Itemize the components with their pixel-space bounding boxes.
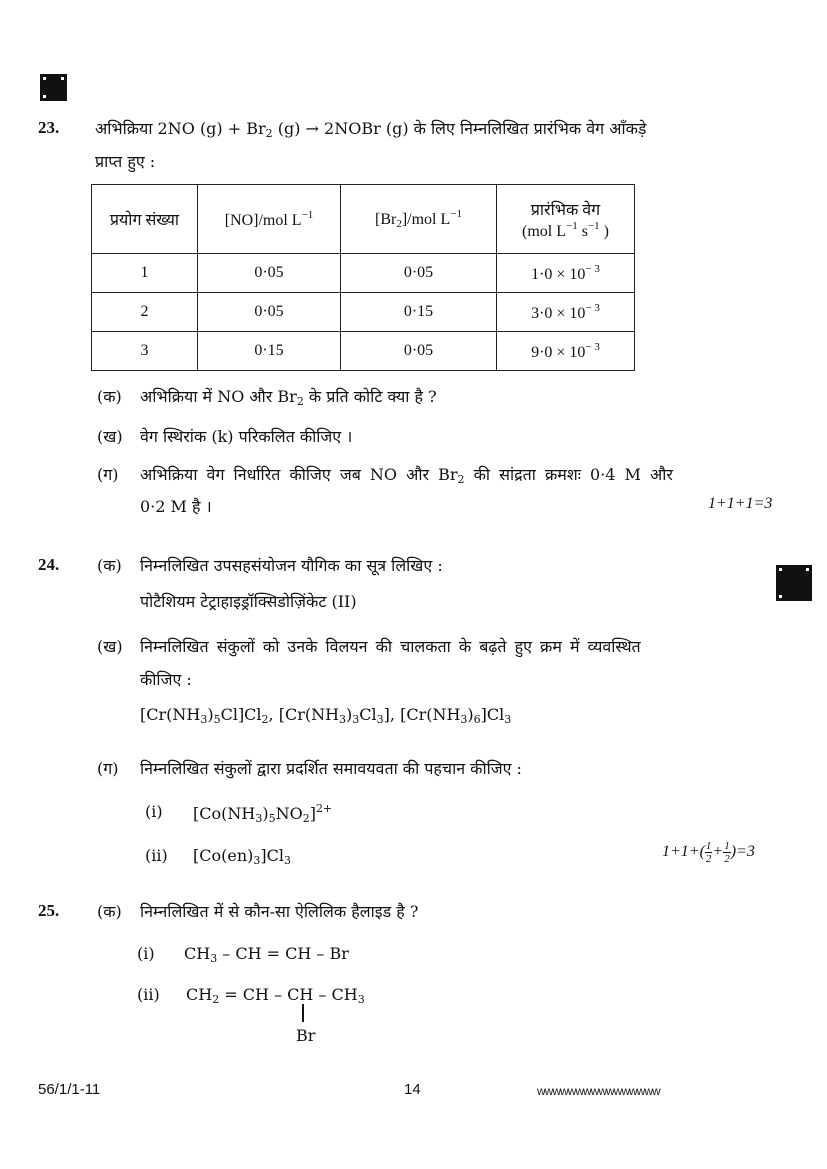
superscript: −1 — [450, 208, 462, 220]
header-initial-rate — [497, 185, 635, 254]
marks-allocation: 1+1+1=3 — [708, 495, 773, 512]
header-text: s — [577, 222, 588, 240]
header-experiment: प्रयोग संख्या — [92, 185, 198, 254]
subscript: 3 — [255, 812, 263, 825]
formula-text: CH — [184, 944, 211, 963]
part-label: (ग) — [97, 465, 119, 484]
superscript: −1 — [566, 219, 578, 232]
table-cell: 0·05 — [198, 293, 341, 332]
option-label: (ii) — [145, 846, 168, 865]
table-cell: 0·05 — [341, 254, 497, 293]
page-number: 14 — [404, 1081, 421, 1098]
part-text: निम्नलिखित संकुलों द्वारा प्रदर्शित समावयवता की पहचान कीजिए : — [140, 759, 522, 778]
formula-text: ) — [346, 705, 353, 724]
subscript: 3 — [357, 993, 365, 1006]
part-label: (क) — [97, 902, 122, 921]
subscript: 2 — [302, 812, 310, 825]
superscript: −1 — [587, 219, 600, 232]
marks-text: + — [712, 843, 724, 861]
qr-code-icon — [776, 565, 812, 601]
header-text: ) — [599, 222, 609, 240]
question-number: 24. — [38, 555, 60, 574]
formula-text: [Co(NH — [193, 804, 256, 823]
option-label: (i) — [145, 802, 163, 821]
formula-text: ) — [207, 705, 214, 724]
table-cell: 0·15 — [341, 293, 497, 332]
subscript: 2 — [261, 713, 269, 726]
table-row — [92, 293, 635, 332]
table-header-row — [92, 185, 635, 254]
superscript: 2+ — [315, 802, 333, 815]
table-cell: 2 — [92, 293, 198, 332]
marks-text: 1+1+( — [662, 843, 705, 861]
subscript: 3 — [210, 952, 218, 965]
formula-text: ]Cl — [260, 846, 284, 865]
paper-code: 56/1/1-11 — [38, 1081, 101, 1098]
subscript: 3 — [253, 854, 261, 867]
question-number: 23. — [38, 118, 60, 137]
option-label: (i) — [137, 944, 155, 963]
part-text-span: की सांद्रता क्रमशः 0·4 M और — [464, 465, 673, 484]
table-cell: 1 — [92, 254, 198, 293]
subscript: 2 — [265, 127, 273, 140]
part-label: (क) — [97, 387, 122, 406]
subscript: 3 — [200, 713, 208, 726]
formula-text: Cl — [359, 705, 377, 724]
formula-text: [Cr(NH — [278, 705, 340, 724]
part-text: निम्नलिखित में से कौन-सा ऐलिलिक हैलाइड है ? — [140, 902, 419, 921]
rate-value: 3·0 × 10 — [531, 304, 586, 322]
part-text: निम्नलिखित संकुलों को उनके विलयन की चालकता के बढ़ते हुए क्रम में व्यवस्थित — [140, 637, 641, 656]
subscript: 5 — [213, 713, 221, 726]
denominator: 2 — [705, 853, 712, 865]
table-row — [92, 254, 635, 293]
header-br2-concentration — [341, 185, 497, 254]
subscript: 2 — [212, 993, 220, 1006]
formula-text: ] — [309, 804, 316, 823]
subscript: 3 — [339, 713, 347, 726]
superscript: − 3 — [585, 301, 600, 314]
formula-text: CH — [186, 985, 213, 1004]
compound-name: पोटैशियम टेट्राहाइड्रॉक्सिडोज़िंकेट (II) — [140, 592, 357, 611]
formula-text: – CH = CH – Br — [217, 944, 349, 963]
subscript: 3 — [376, 713, 384, 726]
wavy-line: wwwwwwwwwwwwwwww — [537, 1084, 660, 1098]
complex-formula — [193, 802, 332, 825]
numerator: 1 — [724, 840, 730, 852]
formula-text: NO — [275, 804, 303, 823]
formula-text: ]Cl — [480, 705, 505, 724]
formula-text: [Cr(NH — [140, 705, 201, 724]
table-cell — [497, 332, 635, 371]
part-text: वेग स्थिरांक (k) परिकलित कीजिए । — [140, 427, 353, 446]
header-text: ]/mol L — [401, 211, 451, 228]
subscript: 2 — [296, 395, 304, 408]
rate-value: 9·0 × 10 — [531, 343, 586, 361]
table-cell — [497, 293, 635, 332]
part-text — [140, 385, 437, 408]
part-text: निम्नलिखित उपसहसंयोजन यौगिक का सूत्र लिखिए : — [140, 556, 443, 575]
part-text-span: के प्रति कोटि क्या है ? — [303, 387, 437, 406]
question-number: 25. — [38, 901, 60, 920]
formula-text: , — [268, 705, 279, 724]
subscript: 6 — [473, 713, 481, 726]
option-label: (ii) — [137, 985, 160, 1004]
header-rate-units — [498, 220, 633, 241]
formula-text: [Co(en) — [193, 846, 254, 865]
part-label: (ख) — [97, 427, 123, 446]
header-text: प्रारंभिक वेग — [530, 201, 601, 219]
part-text: कीजिए : — [140, 670, 192, 689]
table-cell: 0·05 — [341, 332, 497, 371]
formula-text: [Cr(NH — [400, 705, 461, 724]
header-text: [Br — [375, 211, 397, 228]
stem-text: अभिक्रिया 2NO (g) + Br — [95, 119, 266, 138]
formula-text: ) — [467, 705, 474, 724]
rate-value: 1·0 × 10 — [531, 265, 586, 283]
subscript: 3 — [460, 713, 468, 726]
formula-text: ) — [262, 804, 269, 823]
subscript: 2 — [457, 473, 465, 486]
bromine-substituent: Br — [296, 1026, 316, 1045]
part-text — [140, 463, 673, 486]
table-cell: 3 — [92, 332, 198, 371]
rate-data-table — [91, 184, 635, 371]
table-cell: 0·15 — [198, 332, 341, 371]
part-text: 0·2 M है । — [140, 497, 212, 516]
table-row — [92, 332, 635, 371]
table-cell — [497, 254, 635, 293]
part-label: (ख) — [97, 637, 123, 656]
header-text: [NO]/mol L — [224, 211, 302, 229]
header-text: (mol L — [522, 222, 566, 240]
formula-text: Cl]Cl — [220, 705, 262, 724]
part-label: (ग) — [97, 759, 119, 778]
formula-text: = CH – CH – CH — [219, 985, 358, 1004]
superscript: − 3 — [585, 340, 600, 353]
subscript: 2 — [396, 218, 402, 230]
bond-line — [302, 1004, 304, 1022]
question-stem-line2: प्राप्त हुए : — [95, 152, 156, 171]
superscript: − 3 — [585, 262, 600, 275]
part-text-span: अभिक्रिया में NO और Br — [140, 387, 297, 406]
qr-code-icon — [40, 74, 67, 101]
subscript: 5 — [268, 812, 276, 825]
formula-text: ], — [383, 705, 401, 724]
stem-text: (g) → 2NOBr (g) के लिए निम्नलिखित प्रारंभिक वेग आँकड़े — [272, 119, 647, 138]
complex-formula — [193, 846, 291, 867]
part-text-span: अभिक्रिया वेग निर्धारित कीजिए जब NO और Br — [140, 465, 458, 484]
part-label: (क) — [97, 556, 122, 575]
subscript: 3 — [352, 713, 360, 726]
structural-formula — [186, 985, 365, 1006]
question-stem — [95, 117, 646, 140]
complex-formulas — [140, 705, 511, 726]
subscript: 3 — [283, 854, 291, 867]
subscript: 3 — [504, 713, 512, 726]
fraction — [723, 840, 731, 865]
header-no-concentration — [198, 185, 341, 254]
numerator: 1 — [705, 840, 712, 852]
marks-allocation — [662, 840, 755, 865]
structural-formula — [184, 944, 349, 965]
marks-text: )=3 — [730, 843, 755, 861]
table-cell: 0·05 — [198, 254, 341, 293]
superscript: −1 — [301, 208, 314, 221]
denominator: 2 — [724, 853, 730, 865]
